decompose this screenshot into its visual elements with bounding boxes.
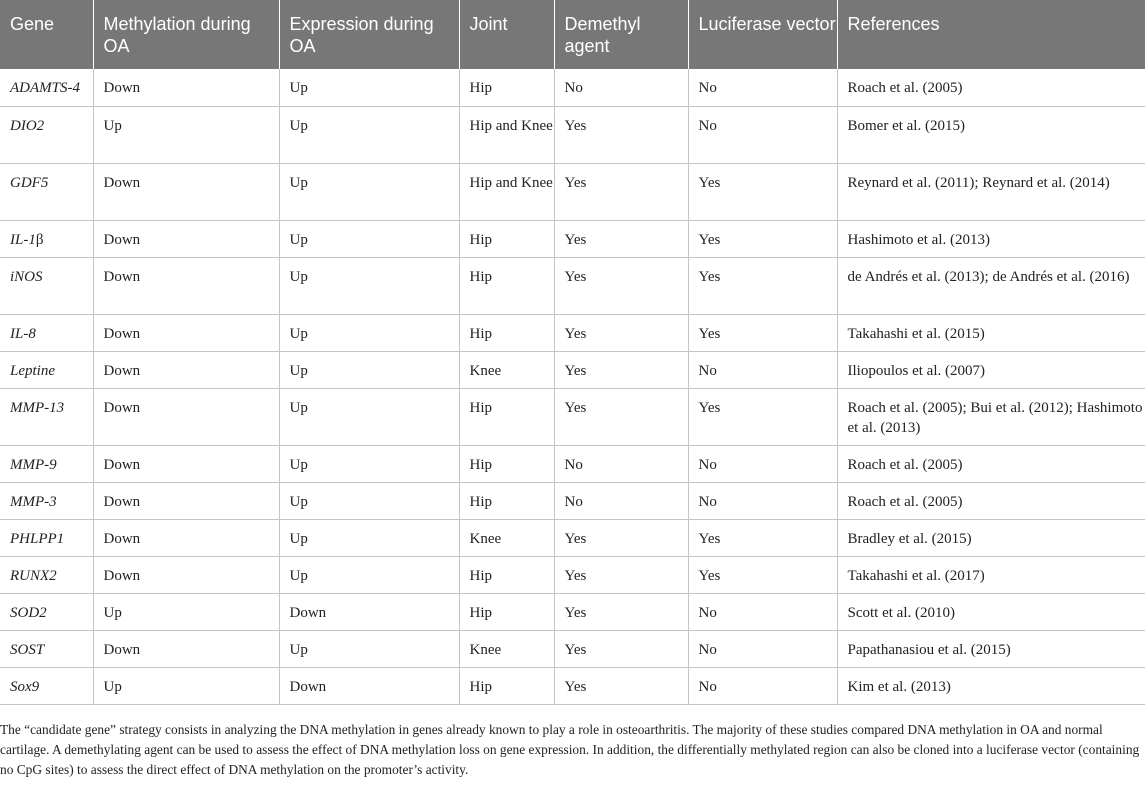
cell-methylation: Down: [93, 351, 279, 388]
table-row: [0, 351, 1145, 388]
header-row: [0, 0, 1145, 69]
cell-demethyl-agent: Yes: [554, 667, 688, 704]
table-row: [0, 556, 1145, 593]
cell-gene: [0, 69, 93, 106]
gene-name: DIO2: [10, 117, 45, 134]
cell-luciferase-vector: No: [688, 482, 837, 519]
cell-references: Iliopoulos et al. (2007): [837, 351, 1145, 388]
cell-gene: [0, 106, 93, 163]
gene-name: iNOS: [10, 268, 43, 285]
cell-references: Papathanasiou et al. (2015): [837, 630, 1145, 667]
cell-expression: Down: [279, 593, 459, 630]
cell-references: Roach et al. (2005): [837, 482, 1145, 519]
cell-references: Takahashi et al. (2015): [837, 314, 1145, 351]
cell-references: Hashimoto et al. (2013): [837, 220, 1145, 257]
table-row: [0, 220, 1145, 257]
cell-luciferase-vector: No: [688, 593, 837, 630]
cell-gene: [0, 220, 93, 257]
gene-name: SOD2: [10, 604, 47, 621]
cell-gene: [0, 257, 93, 314]
table-row: [0, 69, 1145, 106]
cell-luciferase-vector: Yes: [688, 220, 837, 257]
cell-demethyl-agent: No: [554, 445, 688, 482]
table-row: [0, 163, 1145, 220]
cell-gene: [0, 388, 93, 445]
cell-luciferase-vector: No: [688, 445, 837, 482]
table-row: [0, 445, 1145, 482]
cell-methylation: Down: [93, 445, 279, 482]
cell-luciferase-vector: No: [688, 630, 837, 667]
gene-name: IL-1: [10, 231, 36, 248]
cell-luciferase-vector: No: [688, 351, 837, 388]
cell-gene: [0, 445, 93, 482]
cell-joint: Hip: [459, 220, 554, 257]
cell-demethyl-agent: Yes: [554, 351, 688, 388]
cell-expression: Up: [279, 163, 459, 220]
cell-references: Roach et al. (2005): [837, 69, 1145, 106]
cell-references: Bradley et al. (2015): [837, 519, 1145, 556]
cell-luciferase-vector: Yes: [688, 388, 837, 445]
cell-demethyl-agent: Yes: [554, 314, 688, 351]
cell-joint: Knee: [459, 630, 554, 667]
cell-methylation: Down: [93, 257, 279, 314]
cell-methylation: Down: [93, 220, 279, 257]
cell-joint: Hip and Knee: [459, 163, 554, 220]
table-row: [0, 667, 1145, 704]
cell-references: Takahashi et al. (2017): [837, 556, 1145, 593]
cell-methylation: Up: [93, 593, 279, 630]
gene-name-suffix: β: [35, 231, 44, 248]
header-gene: Gene: [0, 0, 93, 69]
table-row: [0, 630, 1145, 667]
table-row: [0, 257, 1145, 314]
cell-gene: [0, 163, 93, 220]
cell-demethyl-agent: Yes: [554, 630, 688, 667]
cell-joint: Hip: [459, 593, 554, 630]
cell-methylation: Down: [93, 163, 279, 220]
cell-demethyl-agent: No: [554, 482, 688, 519]
table-row: [0, 314, 1145, 351]
table-row: [0, 482, 1145, 519]
cell-methylation: Down: [93, 314, 279, 351]
cell-expression: Up: [279, 257, 459, 314]
cell-joint: Hip: [459, 388, 554, 445]
gene-name: Leptine: [10, 362, 55, 379]
cell-luciferase-vector: Yes: [688, 519, 837, 556]
cell-methylation: Down: [93, 69, 279, 106]
cell-expression: Up: [279, 556, 459, 593]
gene-name: GDF5: [10, 174, 49, 191]
cell-references: Bomer et al. (2015): [837, 106, 1145, 163]
gene-name: Sox9: [10, 678, 40, 695]
table-row: [0, 593, 1145, 630]
header-methylation: Methylation during OA: [93, 0, 279, 69]
gene-name: MMP-9: [10, 456, 57, 473]
cell-references: Roach et al. (2005); Bui et al. (2012); Hashimoto et al. (2013): [837, 388, 1145, 445]
cell-demethyl-agent: Yes: [554, 220, 688, 257]
cell-luciferase-vector: Yes: [688, 314, 837, 351]
cell-expression: Up: [279, 314, 459, 351]
header-joint: Joint: [459, 0, 554, 69]
cell-demethyl-agent: Yes: [554, 257, 688, 314]
cell-references: Scott et al. (2010): [837, 593, 1145, 630]
table-row: [0, 106, 1145, 163]
cell-expression: Down: [279, 667, 459, 704]
gene-name: PHLPP1: [10, 530, 65, 547]
gene-name: ADAMTS-4: [10, 80, 80, 96]
cell-demethyl-agent: Yes: [554, 519, 688, 556]
cell-luciferase-vector: Yes: [688, 257, 837, 314]
table-row: [0, 388, 1145, 445]
cell-gene: [0, 667, 93, 704]
cell-expression: Up: [279, 106, 459, 163]
cell-joint: Hip: [459, 314, 554, 351]
cell-luciferase-vector: No: [688, 106, 837, 163]
gene-name: MMP-13: [10, 399, 65, 416]
cell-expression: Up: [279, 351, 459, 388]
cell-expression: Up: [279, 482, 459, 519]
cell-joint: Knee: [459, 351, 554, 388]
header-demethyl-agent: Demethyl agent: [554, 0, 688, 69]
cell-joint: Hip: [459, 556, 554, 593]
cell-luciferase-vector: No: [688, 667, 837, 704]
cell-methylation: Up: [93, 667, 279, 704]
cell-gene: [0, 630, 93, 667]
cell-methylation: Up: [93, 106, 279, 163]
cell-joint: Hip: [459, 667, 554, 704]
cell-methylation: Down: [93, 482, 279, 519]
cell-references: de Andrés et al. (2013); de Andrés et al. (2016): [837, 257, 1145, 314]
cell-joint: Hip: [459, 69, 554, 106]
gene-name: MMP-3: [10, 493, 57, 510]
table-footnote: The “candidate gene” strategy consists in analyzing the DNA methylation in genes already known to play a role in osteoarthritis. The majority of these studies compared DNA methylation in OA and normal cartilage. A demethylating agent can be used to assess the effect of DNA methylation loss on gene expression. In addition, the differentially methylated region can also be cloned into a luciferase vector (containing no CpG sites) to assess the direct effect of DNA methylation on the promoter’s activity.: [0, 722, 1140, 777]
cell-expression: Up: [279, 519, 459, 556]
cell-gene: [0, 593, 93, 630]
cell-joint: Hip: [459, 257, 554, 314]
cell-gene: [0, 314, 93, 351]
cell-references: Kim et al. (2013): [837, 667, 1145, 704]
cell-expression: Up: [279, 69, 459, 106]
cell-methylation: Down: [93, 630, 279, 667]
cell-gene: [0, 482, 93, 519]
cell-demethyl-agent: No: [554, 69, 688, 106]
gene-name: IL-8: [10, 325, 36, 342]
table-header: [0, 0, 1145, 69]
cell-methylation: Down: [93, 388, 279, 445]
cell-demethyl-agent: Yes: [554, 593, 688, 630]
cell-joint: Hip: [459, 445, 554, 482]
cell-expression: Up: [279, 388, 459, 445]
cell-demethyl-agent: Yes: [554, 556, 688, 593]
cell-expression: Up: [279, 630, 459, 667]
cell-methylation: Down: [93, 556, 279, 593]
gene-name: RUNX2: [10, 567, 57, 584]
header-references: References: [847, 14, 940, 34]
cell-luciferase-vector: Yes: [688, 556, 837, 593]
cell-demethyl-agent: Yes: [554, 163, 688, 220]
cell-expression: Up: [279, 220, 459, 257]
cell-gene: [0, 351, 93, 388]
cell-methylation: Down: [93, 519, 279, 556]
cell-luciferase-vector: No: [688, 69, 837, 106]
cell-luciferase-vector: Yes: [688, 163, 837, 220]
header-luciferase-vector: Luciferase vector: [688, 0, 837, 69]
table-body: [0, 69, 1145, 704]
table-row: [0, 519, 1145, 556]
cell-joint: Knee: [459, 519, 554, 556]
gene-name: SOST: [10, 641, 45, 658]
cell-demethyl-agent: Yes: [554, 106, 688, 163]
cell-gene: [0, 519, 93, 556]
cell-gene: [0, 556, 93, 593]
cell-expression: Up: [279, 445, 459, 482]
cell-references: Reynard et al. (2011); Reynard et al. (2014): [837, 163, 1145, 220]
cell-references: Roach et al. (2005): [837, 445, 1145, 482]
cell-joint: Hip: [459, 482, 554, 519]
header-expression: Expression during OA: [279, 0, 459, 69]
cell-joint: Hip and Knee: [459, 106, 554, 163]
cell-demethyl-agent: Yes: [554, 388, 688, 445]
